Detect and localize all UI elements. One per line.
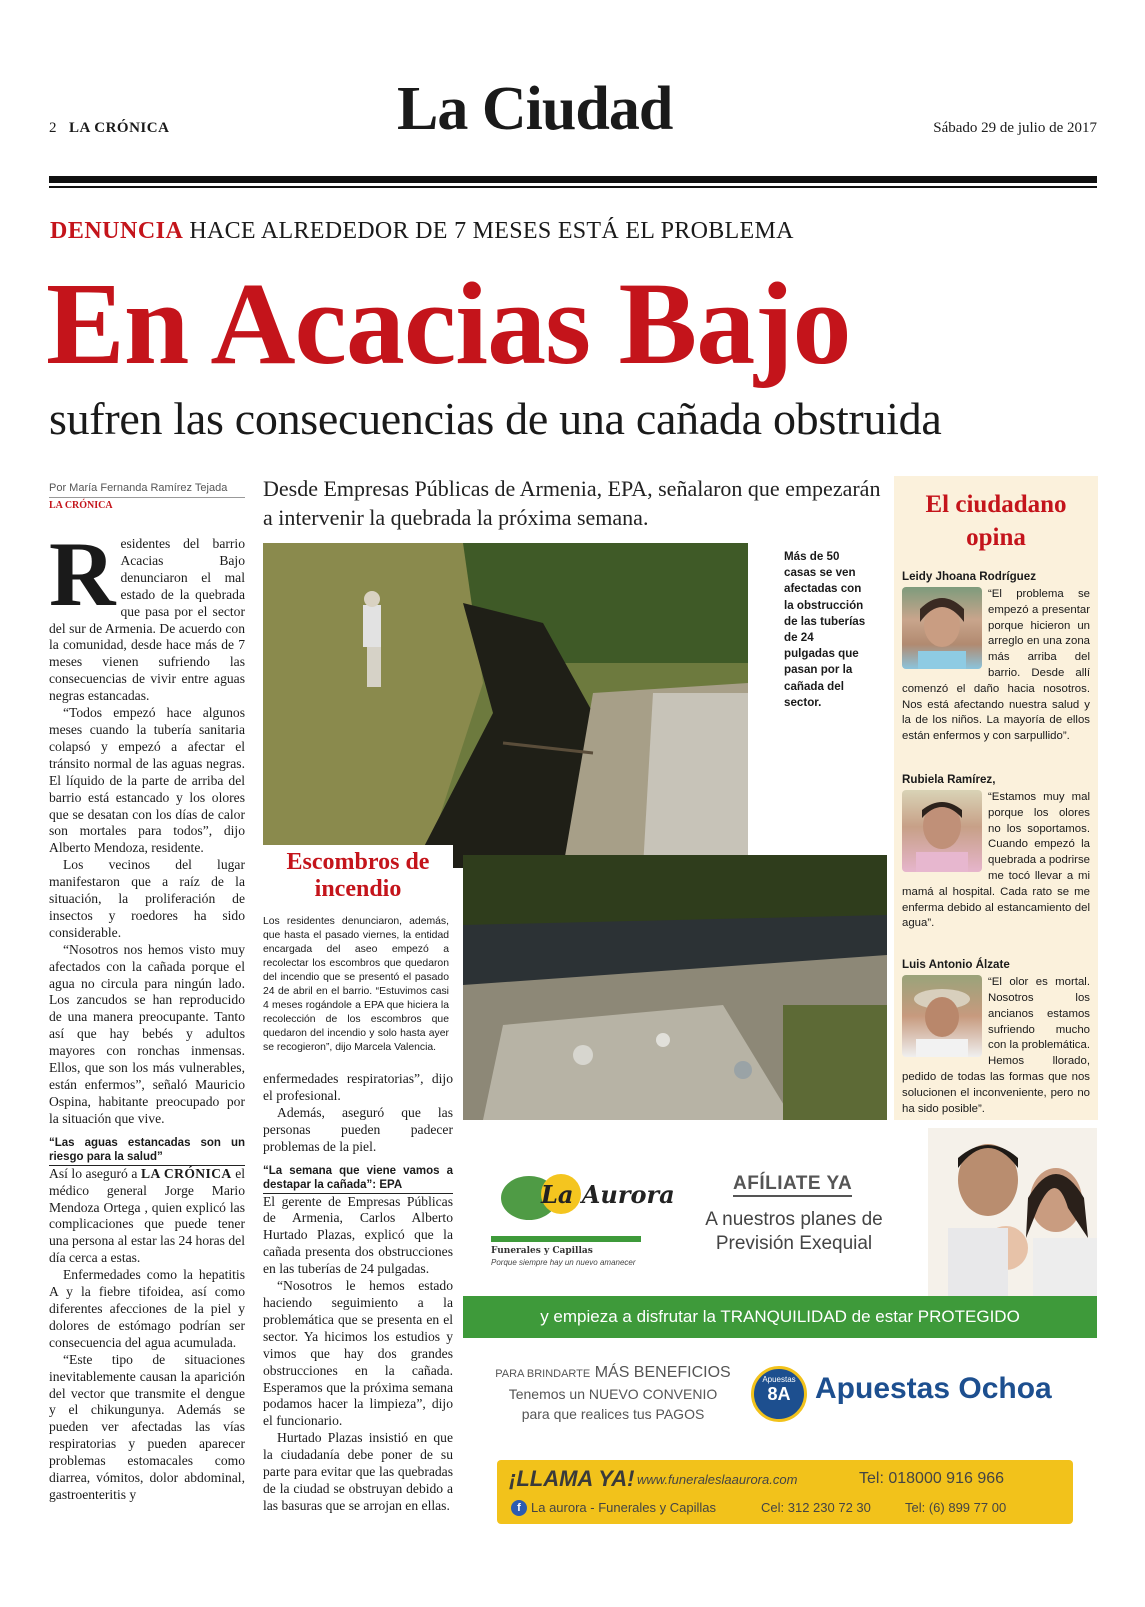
- ad-offer: A nuestros planes de Previsión Exequial: [705, 1209, 883, 1254]
- article-paragraph: Residentes del barrio Acacias Bajo denunciaron el mal estado de la quebrada que pasa por el sector del sur de Armenia. De acuerdo con la comunidad, desde hace más de 7 meses vienen sufriendo las consecuencias de vivir entre aguas negras estancadas.: [49, 523, 245, 704]
- subheading-health: “Las aguas estancadas son un riesgo para la salud”: [49, 1136, 245, 1166]
- opinion-name: Rubiela Ramírez,: [902, 772, 996, 786]
- ad-call: ¡LLAMA YA!: [509, 1466, 635, 1491]
- sidebar-escombros: [263, 845, 453, 1065]
- opinion-quote: “El problema se empezó a presentar porque hicieron un arreglo en una zona más arriba del barrio. Desde allí comenzó el daño hacia nosotros. Nos está afectando nuestra salud y la de los niños. La mayoría de ellos están enfermos y con sarpullido”.: [902, 588, 1090, 743]
- portrait-photo: [902, 587, 982, 669]
- ad-benefits: [463, 1364, 763, 1422]
- drop-cap: R: [49, 523, 116, 625]
- opinion-sidebar: [894, 476, 1098, 1120]
- kicker-text: HACE ALREDEDOR DE 7 MESES ESTÁ EL PROBLEMA: [189, 218, 794, 244]
- ad-banner: y empieza a disfrutar la TRANQUILIDAD de estar PROTEGIDO: [463, 1296, 1097, 1338]
- ad-tagline: Porque siempre hay un nuevo amanecer: [491, 1258, 636, 1267]
- article-column-1: [49, 523, 246, 1504]
- opinion-quote: “El olor es mortal. Nosotros los ancianos estamos sufriendo mucho con la problemática. Hemos llorado, pedido de todas las formas que nos solucionen el inconveniente, pero no ha sido posible”.: [902, 976, 1090, 1115]
- facebook-icon: f: [511, 1500, 527, 1516]
- opinion-item: [902, 773, 1090, 932]
- article-paragraph: “Este tipo de situaciones inevitablemente causan la aparición del vector que transmite el dengue y el chikungunya. Además se pueden ver afectadas las vías respiratorias y pueden aparecer problemas estomacales como diarrea, vómitos, dolor abdominal, gastroenteritis y: [49, 1351, 245, 1502]
- ad-logo-sub: Funerales y Capillas: [491, 1246, 593, 1256]
- publication-brand: LA CRÓNICA: [69, 120, 170, 136]
- sidebar-escombros-title: Escombros de incendio: [286, 849, 430, 902]
- ad-url: www.funeraleslaaurora.com: [637, 1472, 798, 1487]
- byline-author: Por María Fernanda Ramírez Tejada: [49, 482, 228, 494]
- partner-badge-text: 8A: [767, 1384, 791, 1404]
- ad-benefits-line: para que realices tus PAGOS: [521, 1406, 705, 1422]
- subheading-epa: “La semana que viene vamos a destapar la cañada”: EPA: [263, 1164, 453, 1194]
- portrait-photo: [902, 790, 982, 872]
- opinion-item: [902, 570, 1090, 745]
- headline: En Acacias Bajo: [46, 258, 851, 389]
- kicker: [50, 218, 794, 245]
- ad-benefits-highlight: MÁS BENEFICIOS: [594, 1364, 731, 1381]
- ad-facebook: La aurora - Funerales y Capillas: [531, 1500, 716, 1515]
- ad-logo-bar: [491, 1236, 641, 1242]
- kicker-label: DENUNCIA: [50, 218, 184, 244]
- ad-benefits-line: Tenemos un NUEVO CONVENIO: [508, 1386, 718, 1402]
- ad-cta: AFÍLIATE YA: [733, 1173, 852, 1197]
- page-number: 2: [49, 120, 57, 136]
- section-title: La Ciudad: [397, 75, 673, 143]
- photo-debris-illustration: [463, 855, 887, 1120]
- article-paragraph: Hurtado Plazas insistió en que la ciudadanía debe poner de su parte para evitar que las quebradas de la ciudad se obstruyan debido a las basuras que se arrojan en ellas.: [263, 1430, 453, 1513]
- byline-outlet: LA CRÓNICA: [49, 500, 113, 511]
- deck: Desde Empresas Públicas de Armenia, EPA, señalaron que empezarán a intervenir la quebrada la próxima semana.: [263, 476, 881, 530]
- ad-logo: [491, 1164, 675, 1234]
- ad-tel2: Tel: (6) 899 77 00: [905, 1500, 1007, 1515]
- portrait-photo: [902, 975, 982, 1057]
- article-paragraph: enfermedades respiratorias”, dijo el profesional.: [263, 1071, 453, 1103]
- article-paragraph: “Todos empezó hace algunos meses cuando la tubería sanitaria colapsó y empezó a afectar el tránsito normal de las aguas negras. El líquido de la parte de arriba del barrio está estancado y los olores que se desatan con los días de calor son mortales para todos”, dijo Alberto Mendoza, residente.: [49, 705, 245, 856]
- byline-divider: [49, 497, 245, 498]
- page-header: [49, 75, 1097, 150]
- article-paragraph: Así lo aseguró a LA CRÓNICA el médico general Jorge Mario Mendoza Ortega , quien explicó las complicaciones que puede tener una persona al estar las 24 horas del día cerca a estas.: [49, 1165, 246, 1266]
- header-rule-thick: [49, 176, 1097, 183]
- article-paragraph: El gerente de Empresas Públicas de Armenia, Carlos Alberto Hurtado Plazas, explicó que la cañada presenta dos obstrucciones en las tuberías de 24 pulgadas.: [263, 1193, 453, 1277]
- partner-name: Apuestas Ochoa: [815, 1372, 1052, 1405]
- ad-benefits-lead: PARA BRINDARTE: [495, 1368, 591, 1380]
- photo-ravine-illustration: [263, 543, 748, 868]
- issue-date: Sábado 29 de julio de 2017: [933, 120, 1097, 136]
- ad-tel1: Tel: 018000 916 966: [859, 1470, 1005, 1487]
- ad-logo-text: La Aurora: [541, 1180, 675, 1209]
- photo-caption: Más de 50 casas se ven afectadas con la obstrucción de las tuberías de 24 pulgadas que pasan por la cañada del sector.: [784, 550, 866, 709]
- partner-badge-icon: [751, 1366, 807, 1422]
- opinion-name: Luis Antonio Álzate: [902, 958, 1010, 972]
- sidebar-escombros-text: Los residentes denunciaron, además, que hasta el pasado viernes, la entidad encargada del aseo empezó a recolectar los escombros que quedaron del incendio que se presentó el pasado 24 de abril en el barrio. “Estuvimos casi 4 meses rogándole a EPA que hiciera la recolección de los escombros que quedaron del incendio y solo hasta ayer se recogieron”, dijo Marcela Valencia.: [263, 916, 449, 1053]
- opinion-item: [902, 958, 1090, 1117]
- ad-contact-bar: [497, 1460, 1073, 1524]
- ad-family-photo: [928, 1128, 1097, 1298]
- article-paragraph: Enfermedades como la hepatitis A y la fiebre tifoidea, así como diferentes afecciones de la piel y dolores de estómago podrían ser consecuencia del agua acumulada.: [49, 1267, 245, 1350]
- photo-obstructed-ravine: [263, 543, 748, 868]
- article-paragraph: Los vecinos del lugar manifestaron que a raíz de la situación, la proliferación de insectos y roedores ha sido considerable.: [49, 857, 245, 940]
- header-rule-thin: [49, 186, 1097, 188]
- ad-cel: Cel: 312 230 72 30: [761, 1500, 871, 1515]
- opinion-quote: “Estamos muy mal porque los olores no los soportamos. Cuando empezó la quebrada a podrirse me tocó llevar a mi mamá al hospital. Cada rato se me enferma debido al estancamiento del agua”.: [902, 790, 1090, 930]
- opinion-title: El ciudadano opina: [925, 491, 1067, 551]
- photo-debris-water: [463, 855, 887, 1120]
- article-paragraph: “Nosotros le hemos estado haciendo seguimiento a la problemática que se presenta en el sector. Ya hicimos los estudios y vimos que hay dos grandes obstrucciones en la cañada. Esperamos que la próxima semana podamos hacer la limpieza”, dijo el funcionario.: [263, 1278, 453, 1429]
- article-paragraph: Además, aseguró que las personas pueden padecer problemas de la piel.: [263, 1104, 453, 1154]
- article-paragraph: “Nosotros nos hemos visto muy afectados con la cañada porque el agua no circula para ningún lado. Los zancudos se han reproducido de una manera preocupante. Tanto así que hay bebés y adultos mayores con ronchas inmensas. Ellos, que son los más vulnerables, están enfermos”, señaló Mauricio Ospina, habitante preocupado por la situación que vive.: [49, 941, 245, 1126]
- subheadline: sufren las consecuencias de una cañada obstruida: [49, 393, 942, 444]
- opinion-name: Leidy Jhoana Rodríguez: [902, 570, 1036, 583]
- partner-badge-top: Apuestas: [762, 1375, 796, 1384]
- article-column-2: [263, 1071, 453, 1515]
- advertisement: [463, 1128, 1097, 1547]
